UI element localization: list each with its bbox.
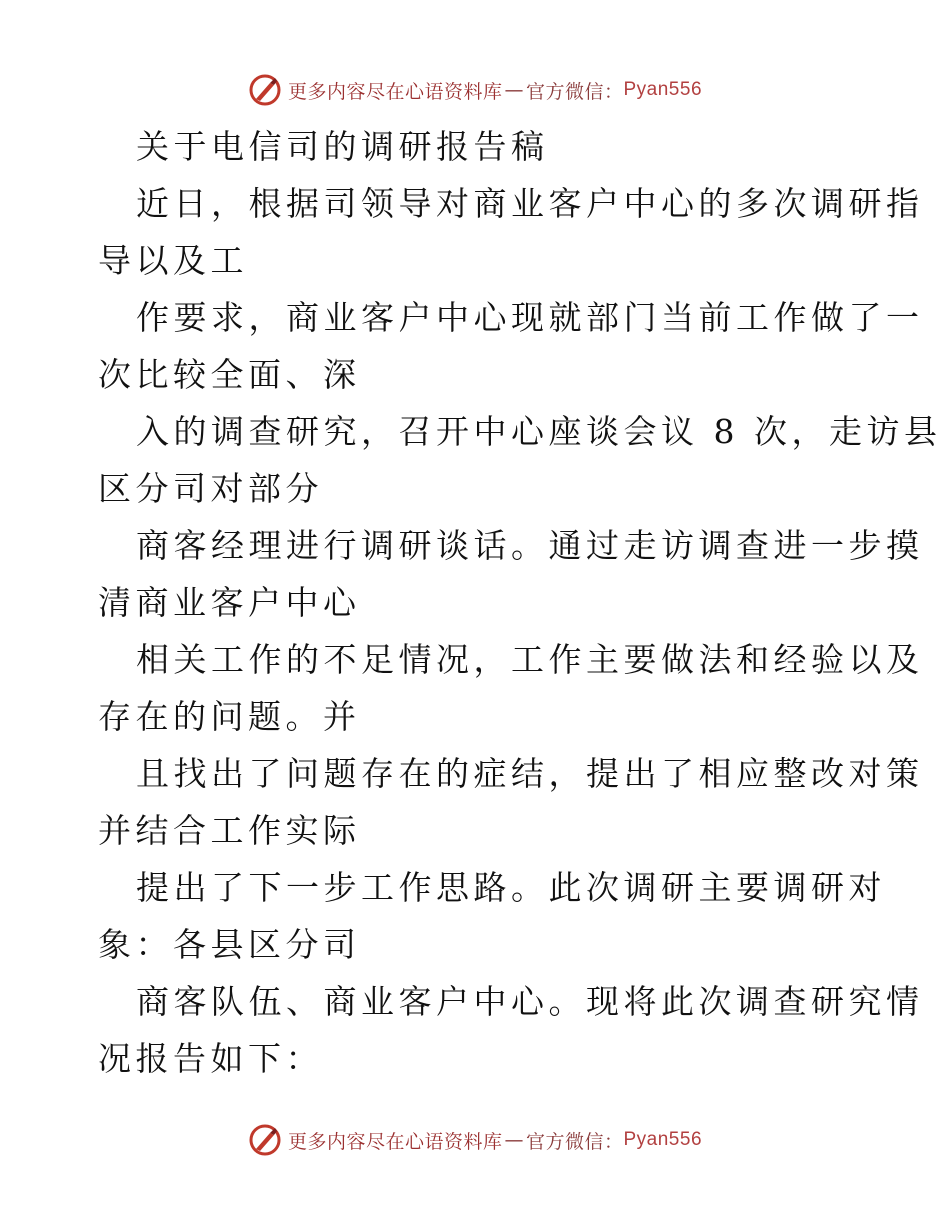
- banner-dash: —: [504, 79, 524, 101]
- paragraph-line: 导以及工: [98, 241, 248, 280]
- banner-site-text: 更多内容尽在心语资料库: [287, 1130, 503, 1153]
- paragraph-line: 商客队伍、商业客户中心。现将此次调查研究情: [136, 982, 924, 1021]
- paragraph-line: 清商业客户中心: [98, 583, 361, 622]
- paragraph-line: 且找出了问题存在的症结，提出了相应整改对策: [136, 754, 924, 793]
- paragraph-line: 提出了下一步工作思路。此次调研主要调研对: [136, 868, 886, 907]
- paragraph-line: 象：各县区分司: [98, 925, 361, 964]
- paragraph-line: 作要求，商业客户中心现就部门当前工作做了一: [136, 298, 924, 337]
- paragraph-line: 次比较全面、深: [98, 355, 361, 394]
- banner-wechat-id: Pyan556: [623, 79, 703, 100]
- logo-pen-icon: [248, 1123, 282, 1157]
- banner-wechat-label: 官方微信：: [525, 80, 624, 103]
- logo-pen-icon: [248, 73, 282, 107]
- banner-wechat-id: Pyan556: [623, 1129, 703, 1150]
- footer-watermark-banner: [0, 1120, 950, 1160]
- paragraph-line: 近日，根据司领导对商业客户中心的多次调研指: [136, 184, 924, 223]
- paragraph-line: 相关工作的不足情况，工作主要做法和经验以及: [136, 640, 924, 679]
- document-title: 关于电信司的调研报告稿: [136, 127, 549, 166]
- paragraph-line: 存在的问题。并: [98, 697, 361, 736]
- paragraph-line: 区分司对部分: [98, 469, 323, 508]
- banner-dash: —: [504, 1129, 524, 1151]
- document-body: [98, 118, 942, 1087]
- banner-wechat-label: 官方微信：: [525, 1130, 624, 1153]
- paragraph-line: 入的调查研究，召开中心座谈会议 8 次，走访县: [136, 412, 942, 451]
- paragraph-line: 商客经理进行调研谈话。通过走访调查进一步摸: [136, 526, 924, 565]
- header-watermark-banner: [0, 70, 950, 110]
- paragraph-line: 并结合工作实际: [98, 811, 361, 850]
- banner-site-text: 更多内容尽在心语资料库: [287, 80, 503, 103]
- paragraph-line: 况报告如下：: [98, 1039, 323, 1078]
